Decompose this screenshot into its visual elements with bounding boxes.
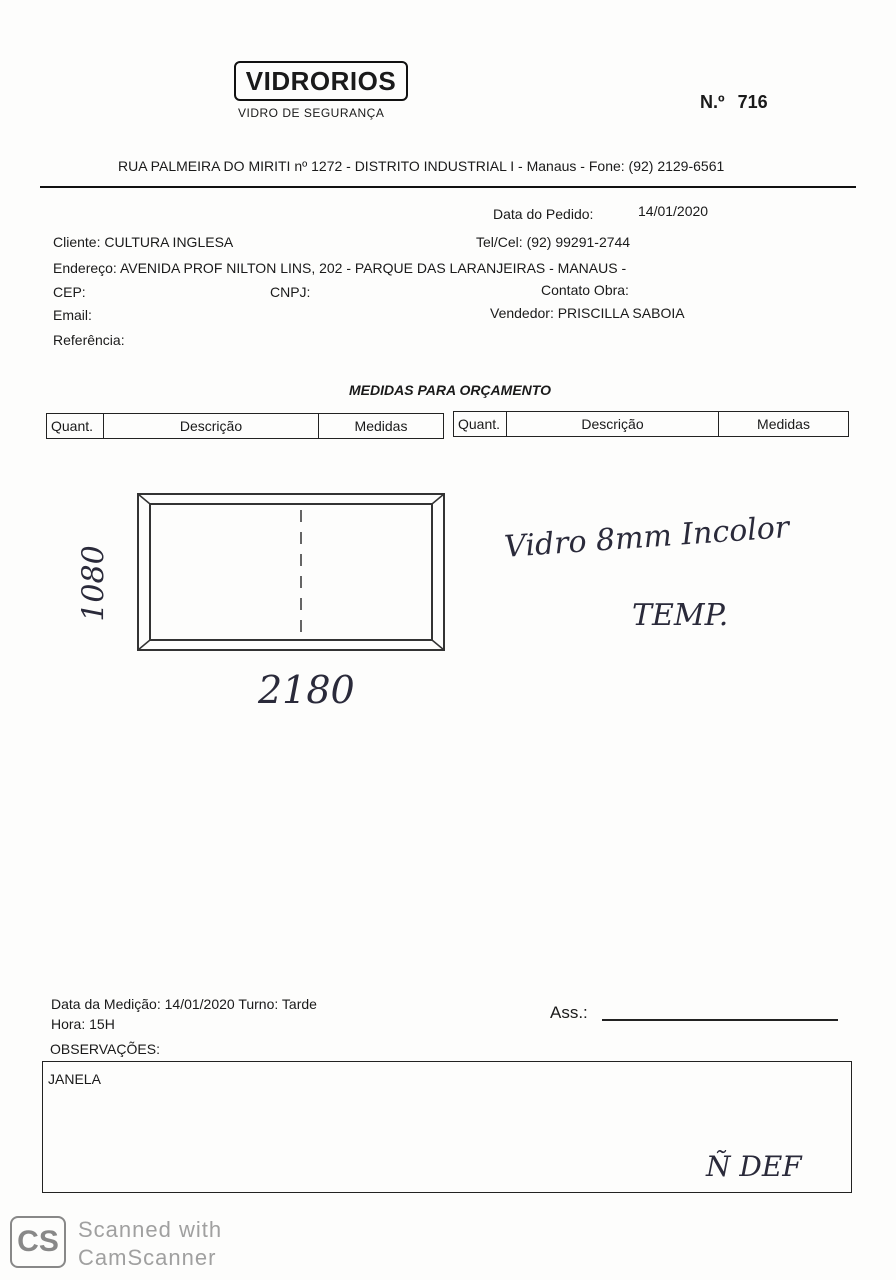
glass-type: TEMP.: [632, 598, 729, 633]
number-label: N.º: [700, 92, 725, 112]
table-header-row: [454, 412, 849, 437]
measurement-time: Hora: 15H: [51, 1016, 115, 1032]
cnpj-label: CNPJ:: [270, 284, 311, 300]
width-annotation: 2180: [258, 668, 355, 712]
seller-field: Vendedor: PRISCILLA SABOIA: [490, 305, 685, 321]
handwritten-note: Ñ DEF: [706, 1150, 802, 1183]
watermark-line-1: Scanned with: [78, 1217, 223, 1242]
order-date-label: Data do Pedido:: [493, 206, 594, 222]
cep-label: CEP:: [53, 284, 86, 300]
header-divider: [40, 186, 856, 188]
glass-description: Vidro 8mm Incolor: [503, 510, 791, 565]
camscanner-icon: CS: [10, 1216, 66, 1268]
observations-text: JANELA: [48, 1071, 101, 1087]
window-sketch: [130, 488, 450, 658]
watermark-line-2: CamScanner: [78, 1245, 217, 1270]
col-quant: Quant.: [454, 412, 507, 437]
company-address: RUA PALMEIRA DO MIRITI nº 1272 - DISTRITO INDUSTRIAL I - Manaus - Fone: (92) 2129-6561: [118, 158, 725, 174]
company-logo: VIDRORIOS: [234, 61, 408, 101]
measures-table-right: [453, 411, 849, 437]
signature-line: [602, 1019, 838, 1021]
reference-label: Referência:: [53, 332, 125, 348]
measures-title: MEDIDAS PARA ORÇAMENTO: [349, 382, 551, 398]
order-date: 14/01/2020: [638, 203, 709, 219]
col-description: Descrição: [104, 414, 319, 439]
observations-label: OBSERVAÇÕES:: [50, 1041, 160, 1057]
email-label: Email:: [53, 307, 92, 323]
col-measures: Medidas: [719, 412, 849, 437]
contact-label: Contato Obra:: [541, 282, 629, 298]
camscanner-watermark: [78, 1216, 222, 1272]
client-field: Cliente: CULTURA INGLESA: [53, 234, 234, 250]
table-header-row: [47, 414, 444, 439]
address-field: Endereço: AVENIDA PROF NILTON LINS, 202 - PARQUE DAS LARANJEIRAS - MANAUS -: [53, 260, 627, 276]
col-measures: Medidas: [319, 414, 444, 439]
measures-table-left: [46, 413, 444, 439]
document-number: [700, 92, 768, 113]
signature-label: Ass.:: [550, 1003, 588, 1022]
company-tagline: VIDRO DE SEGURANÇA: [238, 106, 385, 120]
number-value: 716: [737, 92, 768, 112]
height-annotation: 1080: [76, 545, 112, 622]
col-quant: Quant.: [47, 414, 104, 439]
phone-field: Tel/Cel: (92) 99291-2744: [476, 234, 631, 250]
measurement-date: Data da Medição: 14/01/2020 Turno: Tarde: [51, 996, 317, 1012]
col-description: Descrição: [507, 412, 719, 437]
